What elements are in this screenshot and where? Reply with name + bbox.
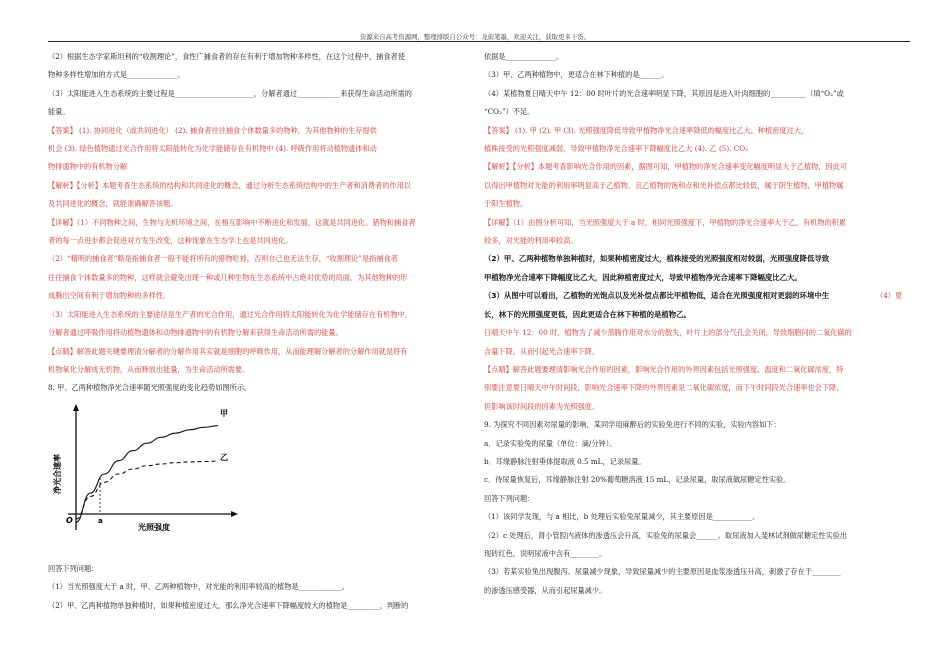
answer-8-line-1: 【答案】 (1). 甲 (2). 甲 (3). 光照强度降低导致甲植物净光合速率降低的幅度比乙大，种植密度过大， [484, 125, 809, 135]
x-axis-arrow [231, 511, 238, 517]
question-9-part-2-line-2: 现砖红色，说明尿液中含有________。 [484, 548, 607, 558]
detail-7-line-6: （3）太阳能进入生态系统的主要途径是生产者的光合作用，通过光合作用将太阳能转化为化学能储存在有机物中， [48, 309, 412, 319]
series-label-jia: 甲 [220, 408, 228, 418]
curve-jia [76, 425, 218, 522]
question-8-part-4-line-2: “CO₂”）不足。 [484, 107, 535, 117]
question-7-part-2-line-1: （2）根据生态学家斯坦利的“收割理论”，食性广捕食者的存在有利于增加物种多样性，在这个过程中，捕食者使 [48, 52, 405, 61]
answer-8-line-2: 植株接受的光照强度减弱，导致甲植物净光合速率下降幅度比乙大 (4). 乙 (5). CO₂ [484, 144, 748, 154]
detail-8-part-2-line-1: （2）甲、乙两种植物单独种植时，如果种植密度过大，植株接受的光照强度相对较弱，光照强度降低导致 [484, 254, 830, 264]
analysis-8-line-3: 于阳生植物。 [484, 199, 528, 209]
curve-yi [76, 461, 218, 519]
detail-7-line-4: 往往捕食个体数量多的物种，这样就会避免出现一种或几种生物在生态系统中占绝对优势的局面，为其他物种的形 [48, 272, 408, 282]
question-8-part-3: （3）甲、乙两种植物中，更适合在林下种植的是______。 [484, 70, 669, 80]
y-axis-label: 净光合速率 [53, 453, 62, 494]
tip-7-line-1: 【点睛】解答此题关键要理清分解者的分解作用其实就是细胞的呼吸作用，从而能理解分解者的分解作用就是将有 [48, 346, 408, 356]
detail-8-part-2-line-2: 甲植物净光合速率下降幅度比乙大，因此种植密度过大，导致甲植物净光合速率下降幅度比乙大。 [484, 272, 802, 282]
question-8-part-2-line-1: （2）甲、乙两种植物单独种植时，如果种植密度过大，那么净光合速率下降幅度较大的植物是_________，判断的 [48, 600, 409, 610]
detail-7-line-5: 成腾出空间有利于增加物种的多样性。 [48, 291, 171, 301]
x-axis-label: 光照强度 [138, 522, 170, 532]
question-9-part-3-line-1: （3）若某实验兔出现腹泻、尿量减少现象，导致尿量减少的主要原因是血浆渗透压升高，刺激了存在于________ [484, 567, 841, 577]
detail-8-part-4-line-1: 日晴天中午 12：00 时，植物为了减少蒸腾作用对水分的散失，叶片上的部分气孔会关闭，导致细胞间的二氧化碳的 [484, 328, 852, 338]
photosynthesis-chart [48, 402, 472, 558]
answer-7-line-2: 机会 (3). 绿色植物通过光合作用将太阳能转化为化学能储存在有机物中 (4). 呼吸作用将动植物遗体和动 [48, 144, 377, 154]
detail-7-line-2: 者的每一点进步都会促进对方发生改变，这种现象在生态学上也是共同进化。 [48, 236, 293, 246]
detail-7-line-1: 【详解】（1）不同物种之间，生物与无机环境之间，在相互影响中不断进化和发展，这就是共同进化。猎物和捕食者 [48, 217, 416, 227]
question-9-stem: 9. 为探究不同因素对尿量的影响，某同学用麻醉后的实验兔进行不同的实验，实验内容如下： [484, 420, 781, 430]
question-9-part-2-line-1: （2）c 处理后，肾小管腔内液体的渗透压会升高，实验兔的尿量会______。取尿液加入斐林试剂做尿糖定性实验出 [484, 530, 848, 540]
series-label-yi: 乙 [220, 452, 228, 462]
question-8-stem: 8. 甲、乙两种植物净光合速率随光照强度的变化趋势如图所示。 [48, 383, 252, 393]
question-8-part-4-line-1: （4）某植物夏日晴天中午 12：00 时叶片的光合速率明显下降，其原因是进入叶肉细胞的__________（填“O₂”或 [484, 88, 844, 98]
tip-8-line-2: 别要注意夏日晴天中午时间段，影响光合速率下降的外界因素是二氧化碳浓度，而下午时间段光合速率也会下降， [484, 383, 844, 393]
analysis-7-line-1: 【解析】【分析】本题考查生态系统的结构和共同进化的概念，通过分析生态系统结构中的生产者和消费者的作用以 [48, 180, 411, 190]
detail-8-line-2: 较多，对光能的利用率较高。 [484, 236, 578, 246]
analysis-7-line-2: 及共同进化的概念，就能准确解答该题。 [48, 199, 178, 209]
left-column [48, 48, 472, 615]
question-7-part-3-line-2: 能量。 [48, 107, 70, 117]
detail-8-part-3-line-1: （3）从图中可以看出，乙植物的光饱点以及光补偿点都比甲植物低，适合在光照强度相对更弱的环境中生 [484, 291, 830, 301]
page-header-banner: 资源来自高考资源网，整理排版自公众号：龙街笔墨，欢迎关注，获取更多干货。 [359, 33, 591, 41]
question-8-part-2-line-2: 依据是______________。 [484, 52, 564, 61]
question-8-answer-intro: 回答下列问题： [48, 563, 99, 573]
analysis-8-line-2: 以得出甲植物对光能的利用率明显高于乙植物。且乙植物的饱和点和光补偿点都比较低，属于阴生植物，甲植物属 [484, 180, 844, 190]
tip-8-line-3: 但影响该时间段的因素为光照强度。 [484, 401, 600, 411]
header-divider [48, 41, 910, 42]
question-9-step-a: a．记录实验兔的尿量（单位：滴/分钟）。 [484, 438, 617, 448]
analysis-8-line-1: 【解析】【分析】本题考查影响光合作用的因素，据图可知，甲植物的净光合速率变化幅度明显大于乙植物，因此可 [484, 162, 847, 172]
answer-7-line-3: 物排遗物中的有机物分解 [48, 162, 128, 172]
detail-7-line-3: （2）“精明的捕食者”略是指捕食者一般不能将所有的猎物吃掉，否则自己也无法生存，“收割理论”是指捕食者 [48, 254, 398, 264]
question-9-part-3-line-2: 的渗透压感受器，从而引起尿量减少。 [484, 585, 607, 595]
photosynthesis-chart-svg [48, 402, 248, 558]
question-9-answer-intro: 回答下列问题： [484, 493, 535, 503]
detail-8-part-4-line-2: 含量下降，从而引起光合速率下降。 [484, 346, 600, 356]
right-column [484, 48, 904, 600]
a-tick-label: a [98, 516, 103, 525]
y-axis-arrow [73, 404, 79, 411]
question-9-step-b: b．耳缘静脉注射垂体提取液 0.5 mL，记录尿量。 [484, 456, 646, 466]
question-7-part-2-line-2: 物种多样性增加的方式是______________。 [48, 70, 185, 80]
question-7-part-3-line-1: （3）太阳能进入生态系统的主要过程是______________________，分解者通过____________来获得生命活动所需的 [48, 88, 412, 98]
detail-8-part-3-line-2: 长，林下的光照强度更低，因此更适合在林下种植的是植物乙。 [484, 309, 691, 319]
tip-7-line-2: 机物氧化分解成无机物，从而释放出能量，为生命活动所需要。 [48, 364, 250, 374]
tip-8-line-1: 【点睛】解答此题要理清影响光合作用的因素，影响光合作用的外界因素包括光照强度、温度和二氧化碳浓度，特 [484, 364, 844, 374]
detail-8-line-1: 【详解】（1）由图分析可知，当光照强度大于 a 时，相同光照强度下，甲植物的净光合速率大于乙，有机物的积累 [484, 217, 847, 227]
answer-7-line-1: 【答案】 (1). 协同进化（或共同进化） (2). 捕食者往往捕食个体数量多的物种，为其他物种的生存提供 [48, 125, 377, 135]
origin-label: O [66, 515, 73, 525]
detail-7-line-7: 分解者通过呼吸作用将动植物遗体和动物排遗物中的有机物分解来获得生命活动所需的能量。 [48, 328, 343, 338]
question-8-part-1: （1）当光照强度大于 a 时，甲、乙两种植物中，对光能的利用率较高的植物是____________。 [48, 582, 349, 592]
side-note-fragment: （4）夏 [876, 291, 903, 300]
question-9-step-c: c．待尿量恢复后，耳缘静脉注射 20%葡萄糖溶液 15 mL，记录尿量，取尿液做尿糖定性实验。 [484, 475, 791, 485]
question-9-part-1: （1）该同学发现，与 a 相比，b 处理后实验兔尿量减少，其主要原因是___________。 [484, 512, 760, 522]
